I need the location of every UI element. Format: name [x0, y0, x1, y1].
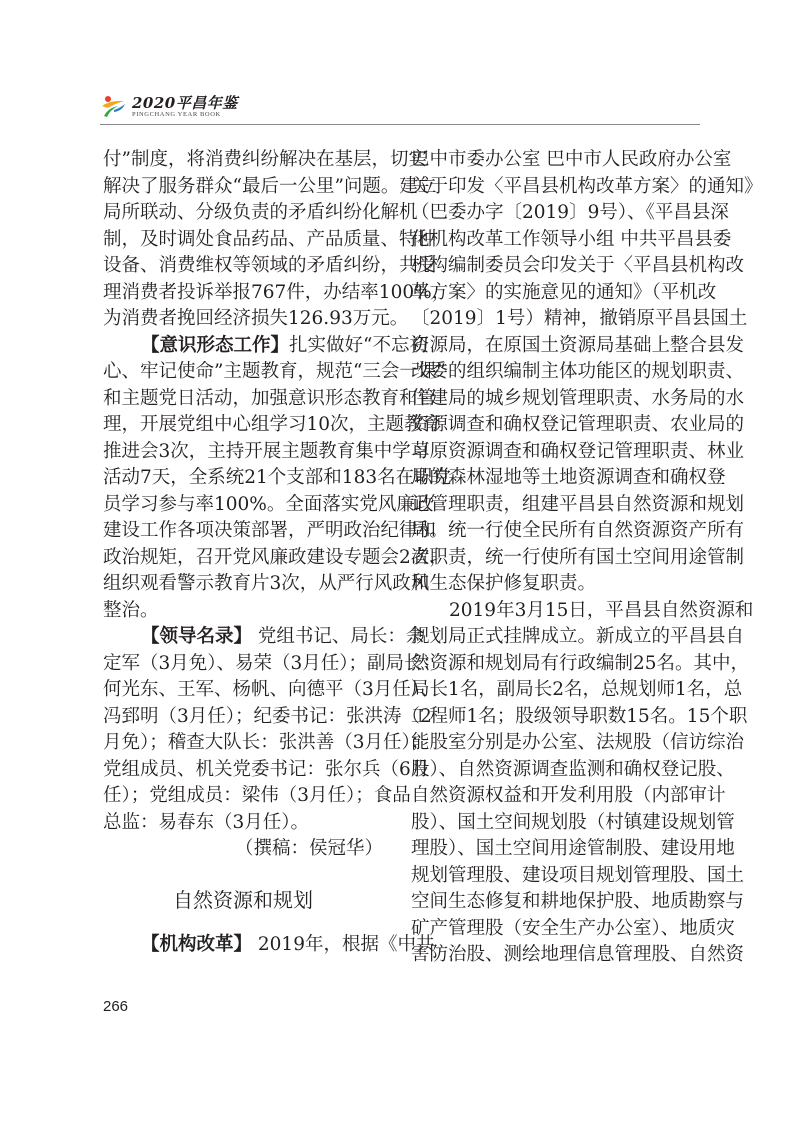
line-text: 资源局，在原国土资源局基础上整合县发: [411, 334, 745, 356]
line-text: 关于印发〈平昌县机构改革方案〉的通知》: [411, 175, 763, 197]
line-text: （撰稿：侯冠华）: [234, 838, 383, 859]
page-number: 266: [103, 998, 129, 1015]
line-text: 月免）；稽查大队长：张洪善（3月任）；: [103, 732, 430, 753]
text-line: [411, 624, 745, 651]
line-text: 解决了服务群众“最后一公里”问题。建立: [103, 175, 437, 197]
line-text: 定军（3月免）、易荣（3月任）；副局长：: [103, 652, 442, 674]
author-credit: [103, 836, 383, 863]
text-line: [411, 253, 745, 280]
line-text: 理，开展党组中心组学习10次，主题教育: [103, 414, 442, 435]
text-line: [411, 545, 745, 572]
section-first-paragraph: [103, 932, 435, 959]
text-line: [411, 174, 763, 201]
text-line: [103, 518, 437, 545]
line-text: 和主题党日活动，加强意识形态教育和管: [103, 387, 437, 409]
text-line: [103, 359, 446, 386]
page-header: [100, 92, 700, 125]
line-text: 政治规矩，召开党风廉政建设专题会2次，: [103, 546, 448, 568]
text-line: [411, 280, 717, 307]
yearbook-logo-icon: [100, 94, 126, 118]
line-text: 〔2019〕1号）精神，撤销原平昌县国土: [411, 308, 748, 329]
line-text: 整治。: [103, 599, 159, 621]
text-line: [103, 280, 451, 307]
text-line: [411, 889, 745, 916]
text-line: [411, 333, 745, 360]
line-text: 局的森林湿地等土地资源调查和确权登: [411, 467, 726, 488]
line-text: 草原资源调查和确权登记管理职责、林业: [411, 440, 745, 462]
paragraph-lead: 【领导名录】: [141, 626, 253, 647]
line-text: 规划管理股、建设项目规划管理股、国土: [411, 864, 745, 886]
line-text: 心、牢记使命”主题教育，规范“三会一课”: [103, 361, 446, 382]
text-line: [103, 757, 430, 784]
text-line: [103, 624, 425, 651]
text-line: [103, 333, 428, 360]
line-text: 和生态保护修复职责。: [411, 573, 597, 594]
paragraph-lead: 【机构改革】: [141, 934, 253, 955]
line-text: 2019年3月15日，平昌县自然资源和: [449, 599, 754, 621]
text-line: [411, 465, 726, 492]
line-text: 党组成员、机关党委书记：张尔兵（6月: [103, 758, 430, 780]
line-text: 付”制度，将消费纠纷解决在基层，切实: [103, 149, 427, 170]
line-text: 理消费者投诉举报767件，办结率100%，: [103, 281, 451, 303]
section-heading: 自然资源和规划: [173, 888, 313, 912]
text-line: [103, 439, 430, 466]
line-text: 矿产管理股（安全生产办公室）、地质灾: [411, 917, 735, 939]
text-line: [411, 359, 745, 386]
text-line: [411, 942, 745, 969]
text-line: [103, 571, 430, 598]
text-line: [411, 730, 745, 757]
text-line: [103, 651, 442, 678]
text-line: [411, 836, 735, 863]
line-text: 活动7天，全系统21个支部和183名在职党: [103, 467, 452, 488]
line-text: 2019年，根据《中共: [252, 934, 435, 955]
line-text: 化机构改革工作领导小组 中共平昌县委: [411, 228, 732, 250]
text-line: [103, 306, 409, 333]
line-text: 股）、国土空间规划股（村镇建设规划管: [411, 811, 735, 833]
text-line: [411, 492, 745, 519]
text-line: [103, 386, 437, 413]
text-line: [411, 227, 732, 254]
text-line: [103, 810, 383, 837]
text-line: [103, 492, 434, 519]
text-line: [411, 147, 732, 174]
line-text: 任）；党组成员：梁伟（3月任）；食品: [103, 785, 411, 806]
line-text: 然资源和规划局有行政编制25名。其中，: [411, 652, 750, 674]
line-text: 记管理职责，组建平昌县自然资源和规划: [411, 493, 745, 515]
line-text: 何光东、王军、杨帆、向德平（3月任）、: [103, 679, 439, 700]
line-text: 局长1名，副局长2名，总规划师1名，总: [411, 679, 743, 700]
line-text: 自然资源权益和开发利用股（内部审计: [411, 785, 726, 806]
line-text: 设备、消费维权等领域的矛盾纠纷，共受: [103, 255, 437, 276]
text-line: [103, 932, 435, 959]
yearbook-title: 2020平昌年鉴: [132, 94, 238, 112]
line-text: 资源调查和确权登记管理职责、农业局的: [411, 414, 745, 435]
text-line: [411, 571, 691, 598]
paragraph-lead: 【意识形态工作】: [141, 334, 290, 356]
line-text: 扎实做好“不忘初: [289, 334, 428, 356]
line-text: 改委的组织编制主体功能区的规划职责、: [411, 361, 745, 382]
line-text: 总监：易春东（3月任）。: [103, 811, 310, 833]
line-text: 机构编制委员会印发关于〈平昌县机构改: [411, 255, 745, 276]
text-line: [103, 677, 439, 704]
line-text: 党组书记、局长：余: [252, 626, 425, 647]
line-text: 空间生态修复和耕地保护股、地质勘察与: [411, 891, 745, 912]
line-text: 为消费者挽回经济损失126.93万元。: [103, 308, 409, 329]
text-line: [411, 916, 735, 943]
line-text: 制，及时调处食品药品、产品质量、特种: [103, 228, 437, 250]
line-text: 股）、自然资源调查监测和确权登记股、: [411, 758, 735, 780]
line-text: （巴委办字〔2019〕9号）、《平昌县深: [411, 202, 729, 223]
text-line: [103, 227, 437, 254]
line-text: 能股室分别是办公室、法规股（信访综治: [411, 732, 745, 753]
line-text: 组织观看警示教育片3次，从严行风政风: [103, 573, 430, 594]
text-line: [103, 147, 427, 174]
text-line: [103, 412, 442, 439]
left-column: [103, 147, 452, 863]
text-line: [103, 465, 452, 492]
line-text: 者职责，统一行使所有国土空间用途管制: [411, 546, 745, 568]
line-text: 巴中市委办公室 巴中市人民政府办公室: [411, 149, 732, 170]
line-text: 局所联动、分级负责的矛盾纠纷化解机: [103, 202, 418, 223]
text-line: [411, 863, 745, 890]
line-text: 理股）、国土空间用途管制股、建设用地: [411, 838, 735, 859]
text-line: [411, 757, 735, 784]
text-line: [103, 174, 437, 201]
text-line: [103, 783, 411, 810]
text-line: [411, 598, 754, 625]
line-text: 建设工作各项决策部署，严明政治纪律和: [103, 520, 437, 541]
line-text: 工程师1名；股级领导职数15名。15个职: [411, 705, 748, 727]
yearbook-subtitle: PINGCHANG YEAR BOOK: [132, 111, 221, 118]
line-text: 推进会3次，主持开展主题教育集中学习: [103, 440, 430, 462]
text-line: [411, 200, 729, 227]
line-text: 住建局的城乡规划管理职责、水务局的水: [411, 387, 745, 409]
text-line: [411, 677, 743, 704]
text-line: [411, 783, 726, 810]
text-line: [411, 386, 745, 413]
text-line: [411, 810, 735, 837]
text-line: [103, 598, 383, 625]
text-line: [103, 730, 430, 757]
text-line: [411, 651, 750, 678]
line-text: 冯郅明（3月任）；纪委书记：张洪涛（2: [103, 705, 432, 727]
line-text: 规划局正式挂牌成立。新成立的平昌县自: [411, 626, 745, 647]
text-line: [103, 545, 448, 572]
line-text: 革方案〉的实施意见的通知》（平机改: [411, 281, 717, 303]
text-line: [411, 704, 748, 731]
text-line: [411, 412, 745, 439]
line-text: 局。统一行使全民所有自然资源资产所有: [411, 520, 745, 541]
text-line: [103, 253, 437, 280]
line-text: 员学习参与率100%。全面落实党风廉政: [103, 493, 434, 515]
text-line: [103, 200, 418, 227]
text-line: [411, 306, 748, 333]
right-column: [411, 147, 763, 969]
text-line: [411, 518, 745, 545]
text-line: [103, 704, 432, 731]
line-text: 害防治股、测绘地理信息管理股、自然资: [411, 944, 745, 965]
text-line: [411, 439, 745, 466]
